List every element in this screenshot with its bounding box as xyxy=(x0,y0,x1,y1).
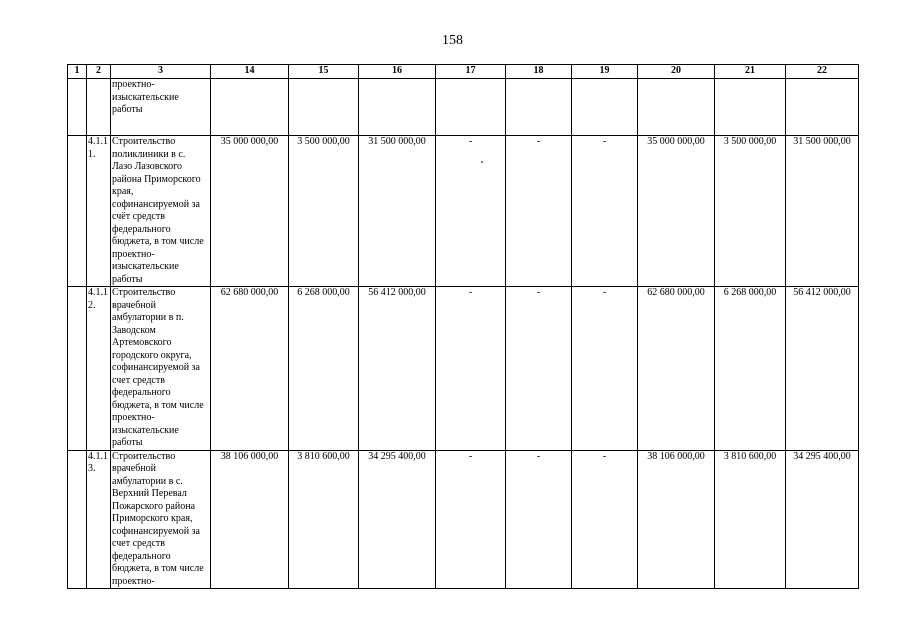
row-index-cell xyxy=(68,450,87,589)
column-header: 3 xyxy=(111,65,211,79)
column-header: 21 xyxy=(715,65,786,79)
amount-cell: - xyxy=(506,136,572,287)
amount-cell: 3 500 000,00 xyxy=(289,136,359,287)
amount-cell: 6 268 000,00 xyxy=(715,287,786,451)
amount-cell: - xyxy=(436,450,506,589)
amount-cell: - xyxy=(572,287,638,451)
column-header: 18 xyxy=(506,65,572,79)
column-header: 20 xyxy=(638,65,715,79)
item-code-cell xyxy=(87,79,111,136)
amount-cell: 62 680 000,00 xyxy=(638,287,715,451)
column-header: 15 xyxy=(289,65,359,79)
amount-cell: - xyxy=(572,136,638,287)
amount-cell: 56 412 000,00 xyxy=(786,287,859,451)
amount-cell: 31 500 000,00 xyxy=(359,136,436,287)
amount-cell: - xyxy=(506,287,572,451)
amount-cell: 3 810 600,00 xyxy=(715,450,786,589)
amount-cell: - xyxy=(506,450,572,589)
amount-cell: 6 268 000,00 xyxy=(289,287,359,451)
amount-cell xyxy=(506,79,572,136)
amount-cell: 34 295 400,00 xyxy=(786,450,859,589)
item-description-cell: Строительство врачебной амбулатории в с. Верхний Перевал Пожарского района Приморского края, софинансируемой за счет средств федерального бюджета, в том числе проектно- xyxy=(111,450,211,589)
table-row xyxy=(68,136,859,287)
amount-cell: 34 295 400,00 xyxy=(359,450,436,589)
item-description-cell: Строительство поликлиники в с. Лазо Лазовского района Приморского края, софинансируемой за счёт средств федерального бюджета, в том числе проектно- изыскательские работы xyxy=(111,136,211,287)
column-header: 19 xyxy=(572,65,638,79)
column-header: 16 xyxy=(359,65,436,79)
column-header: 22 xyxy=(786,65,859,79)
item-code-cell: 4.1.1 2. xyxy=(87,287,111,451)
header-row xyxy=(68,65,859,79)
amount-cell: 31 500 000,00 xyxy=(786,136,859,287)
column-header: 2 xyxy=(87,65,111,79)
amount-cell: 3 500 000,00 xyxy=(715,136,786,287)
amount-cell xyxy=(638,79,715,136)
amount-cell: 38 106 000,00 xyxy=(638,450,715,589)
amount-cell: 35 000 000,00 xyxy=(211,136,289,287)
column-header: 17 xyxy=(436,65,506,79)
table-row xyxy=(68,79,859,136)
page-number: 158 xyxy=(442,33,463,48)
table-row xyxy=(68,450,859,589)
amount-cell xyxy=(211,79,289,136)
amount-cell: 35 000 000,00 xyxy=(638,136,715,287)
row-index-cell xyxy=(68,136,87,287)
column-header: 1 xyxy=(68,65,87,79)
amount-cell xyxy=(786,79,859,136)
amount-cell: 62 680 000,00 xyxy=(211,287,289,451)
item-description-cell: проектно- изыскательские работы xyxy=(111,79,211,136)
amount-cell: - xyxy=(436,287,506,451)
table-row xyxy=(68,287,859,451)
amount-cell xyxy=(715,79,786,136)
amount-cell: 38 106 000,00 xyxy=(211,450,289,589)
amount-cell xyxy=(572,79,638,136)
amount-cell xyxy=(436,79,506,136)
item-code-cell: 4.1.1 3. xyxy=(87,450,111,589)
row-index-cell xyxy=(68,287,87,451)
budget-table xyxy=(67,64,859,589)
amount-cell: 56 412 000,00 xyxy=(359,287,436,451)
amount-cell: - xyxy=(436,136,506,287)
item-description-cell: Строительство врачебной амбулатории в п. Заводском Артемовского городского округа, софинансируемой за счет средств федерального бюджета, в том числе проектно- изыскательские работы xyxy=(111,287,211,451)
amount-cell xyxy=(359,79,436,136)
item-code-cell: 4.1.1 1. xyxy=(87,136,111,287)
amount-cell: - xyxy=(572,450,638,589)
amount-cell xyxy=(289,79,359,136)
amount-cell: 3 810 600,00 xyxy=(289,450,359,589)
column-header: 14 xyxy=(211,65,289,79)
row-index-cell xyxy=(68,79,87,136)
